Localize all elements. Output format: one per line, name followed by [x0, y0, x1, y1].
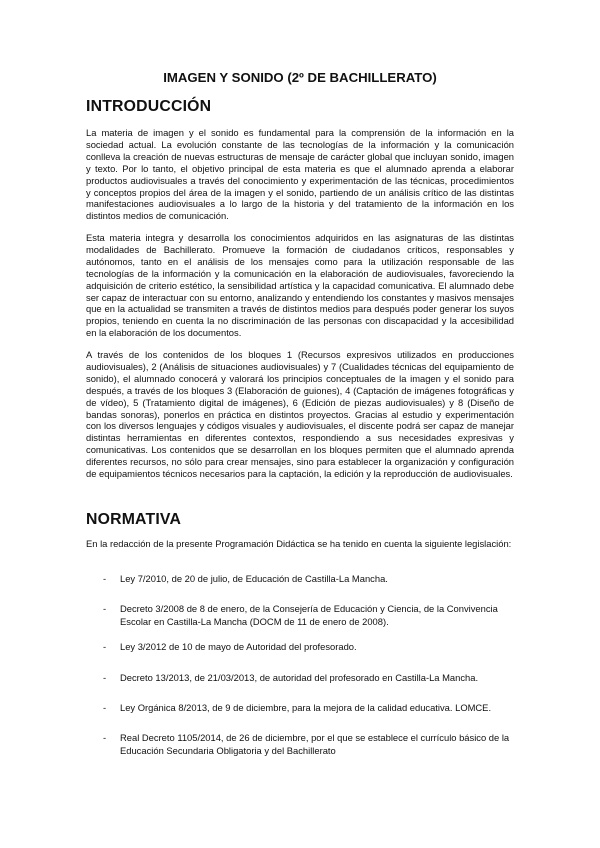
bullet-dash: -	[103, 573, 107, 584]
introduction-heading: INTRODUCCIÓN	[86, 98, 212, 115]
bullet-dash: -	[103, 732, 107, 744]
list-item-text: Ley 3/2012 de 10 de mayo de Autoridad del profesorado.	[120, 641, 357, 653]
list-item-text: Decreto 3/2008 de 8 de enero, de la Consejería de Educación y Ciencia, de la Convivencia Escolar en Castilla-La Mancha (DOCM de 11 de enero de 2008).	[120, 603, 498, 627]
normativa-heading: NORMATIVA	[86, 511, 182, 528]
list-item	[86, 672, 526, 684]
list-item-text: Ley Orgánica 8/2013, de 9 de diciembre, para la mejora de la calidad educativa. LOMCE.	[120, 702, 492, 714]
introduction-paragraph-3: A través de los contenidos de los bloques 1 (Recursos expresivos utilizados en producciones audiovisuales), 2 (Análisis de situaciones audiovisuales) y 7 (Cualidades técnicas del equipamiento de sonido), el alumnado conocerá y valorará los principios conceptuales de la imagen y el sonido para después, a través de los bloques 3 (Elaboración de guiones), 4 (Captación de imágenes fotográficas y de vídeo), 5 (Tratamiento digital de imágenes), 6 (Edición de piezas audiovisuales) y 8 (Diseño de bandas sonoras), ponerlos en práctica en distintos proyectos. Gracias al estudio y experimentación con los diversos lenguajes y códigos visuales y audiovisuales, el discente podrá ser capaz de manejar distintas herramientas en diferentes contextos, respondiendo a sus necesidades expresivas y comunicativas. Los contenidos que se desarrollan en los bloques permiten que el alumnado aprenda diferentes recursos, no sólo para crear mensajes, sino para establecer la organización y configuración de equipamientos técnicos necesarios para la captación, la edición y la reproducción de audiovisuales.	[86, 349, 514, 480]
bullet-dash: -	[103, 641, 107, 653]
list-item	[86, 702, 526, 714]
list-item-text: Decreto 13/2013, de 21/03/2013, de autoridad del profesorado en Castilla-La Mancha.	[120, 671, 479, 683]
introduction-paragraph-2: Esta materia integra y desarrolla los conocimientos adquiridos en las asignaturas de las distintas modalidades de Bachillerato. Promueve la formación de ciudadanos críticos, responsables y autónomos, tanto en el análisis de los mensajes como para la utilización responsable de las tecnologías de la información y la comunicación en la elaboración de audiovisuales, favoreciendo la adquisición de criterio estético, la sensibilidad artística y la capacidad comunicativa. El alumnado debe ser capaz de interactuar con su entorno, analizando y entendiendo los constantes y masivos mensajes que en la actualidad se transmiten a través de distintos medios para después poder generar los suyos propios, teniendo en cuenta la no discriminación de las personas con discapacidad y la accesibilidad en la elaboración de los documentos.	[86, 232, 514, 339]
list-item	[86, 573, 526, 585]
document-title: IMAGEN Y SONIDO (2º DE BACHILLERATO)	[163, 70, 437, 85]
bullet-dash: -	[103, 671, 107, 683]
introduction-paragraph-1: La materia de imagen y el sonido es fundamental para la comprensión de la información en la sociedad actual. La evolución constante de las tecnologías de la información y la comunicación conlleva la creación de nuevas estructuras de mensaje de carácter global que incluyan sonido, imagen y texto. Por lo tanto, el objetivo principal de esta materia es que el alumnado aprenda a elaborar productos audiovisuales a través del conocimiento y experimentación de las técnicas, procedimientos y conceptos propios del área de la imagen y el sonido, partiendo de un análisis crítico de las distintas manifestaciones audiovisuales a lo largo de la historia y del tratamiento de la información en los distintos medios de comunicación.	[86, 127, 514, 222]
list-item-text: Ley 7/2010, de 20 de julio, de Educación de Castilla-La Mancha.	[120, 573, 388, 584]
legislation-list	[86, 573, 526, 757]
bullet-dash: -	[103, 702, 107, 714]
normativa-intro: En la redacción de la presente Programación Didáctica se ha tenido en cuenta la siguiente legislación:	[86, 538, 512, 549]
list-item	[86, 603, 526, 628]
list-item	[86, 732, 526, 757]
bullet-dash: -	[103, 603, 107, 615]
list-item-text: Real Decreto 1105/2014, de 26 de diciembre, por el que se establece el currículo básico de la Educación Secundaria Obligatoria y del Bachillerato	[120, 732, 510, 756]
list-item	[86, 641, 526, 653]
